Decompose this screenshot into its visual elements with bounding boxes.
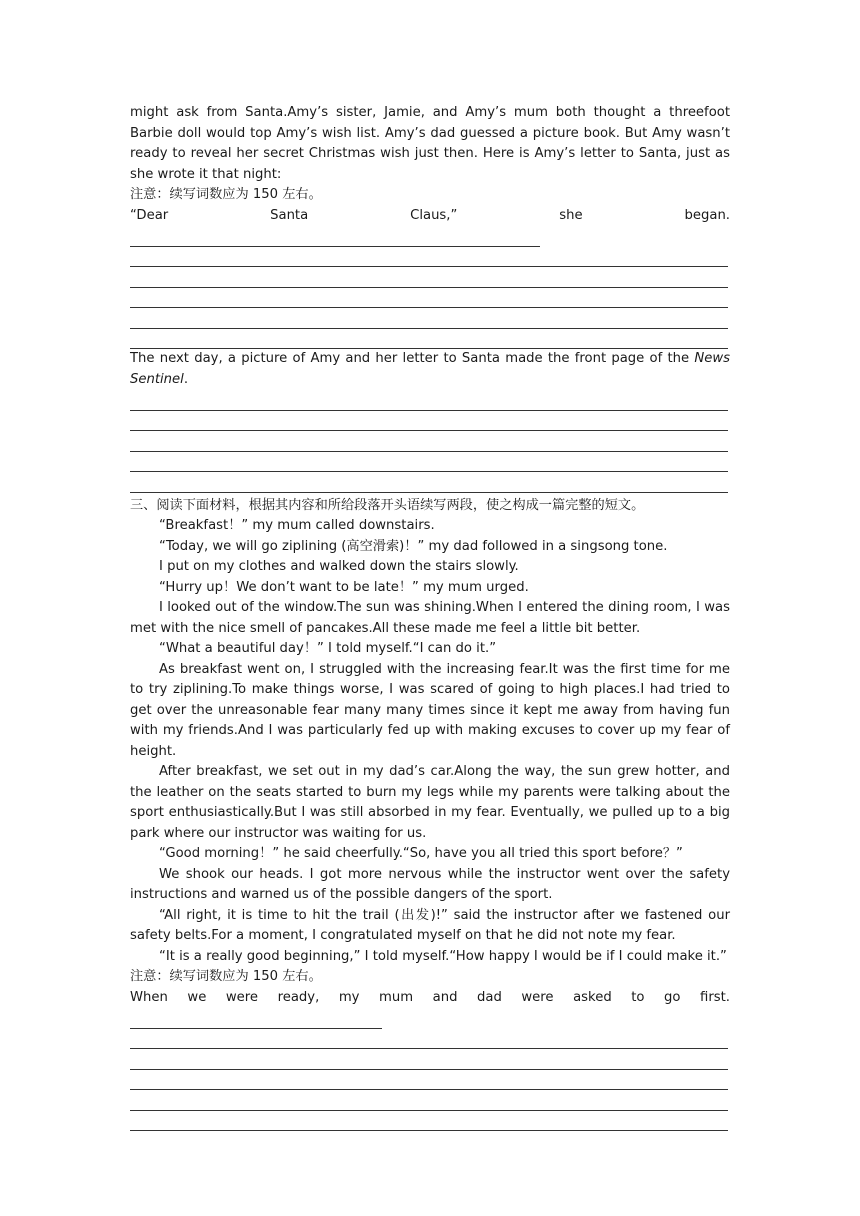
story-paragraph: After breakfast, we set out in my dad’s car.Along the way, the sun grew hotter, and the leather on the seats started to burn my legs while my parents were talking about the sport enthusiastically.But I was still absorbed in my fear. Eventually, we pulled up to a big park where our instructor was waiting for us. — [130, 764, 730, 841]
writing-line[interactable] — [130, 247, 728, 268]
writing-line[interactable] — [130, 390, 728, 411]
story-paragraph: As breakfast went on, I struggled with the increasing fear.It was the first time for me to try ziplining.To make things worse, I was scared of going to high places.I had tried to get over the unreasonable fear many many times since it kept me away from having fun with my friends.And I was particularly fed up with making excuses to cover up my fear of height. — [130, 661, 730, 759]
story-body — [130, 516, 730, 967]
writing-line[interactable] — [130, 1049, 728, 1070]
story-paragraph: I put on my clothes and walked down the stairs slowly. — [159, 559, 519, 574]
story-paragraph: “All right, it is time to hit the trail (出发)!” said the instructor after we fastened our safety belts.For a moment, I congratulated myself on that he did not note my fear. — [130, 907, 730, 943]
writing-line[interactable] — [130, 1008, 382, 1029]
writing-line[interactable] — [130, 452, 728, 473]
story-intro: might ask from Santa.Amy’s sister, Jamie, and Amy’s mum both thought a threefoot Barbie doll would top Amy’s wish list. Amy’s dad guessed a picture book. But Amy wasn’t ready to reveal her secret Christmas wish just then. Here is Amy’s letter to Santa, just as she wrote it that night: — [130, 105, 730, 182]
writing-line[interactable] — [130, 411, 728, 432]
story-paragraph: “It is a really good beginning,” I told myself.“How happy I would be if I could make it.” — [159, 948, 727, 964]
story-paragraph: “Hurry up！We don’t want to be late！” my mum urged. — [159, 579, 529, 595]
story-paragraph: “Breakfast！” my mum called downstairs. — [159, 518, 435, 533]
paragraph-opener: The next day, a picture of Amy and her letter to Santa made the front page of the News Sentinel. — [130, 351, 730, 387]
worksheet-page — [130, 103, 730, 1131]
writing-line[interactable] — [130, 1029, 728, 1050]
writing-line[interactable] — [130, 472, 728, 493]
writing-line[interactable] — [130, 1070, 728, 1091]
writing-line[interactable] — [130, 1090, 728, 1111]
writing-line[interactable] — [130, 308, 728, 329]
newspaper-name: News Sentinel — [130, 351, 730, 387]
word-count-note: 注意：续写词数应为 150 左右。 — [130, 969, 322, 984]
writing-line[interactable] — [130, 267, 728, 288]
story-paragraph: “What a beautiful day！” I told myself.“I can do it.” — [159, 641, 497, 656]
section-heading: 三、阅读下面材料，根据其内容和所给段落开头语续写两段，使之构成一篇完整的短文。 — [130, 497, 645, 513]
writing-area-2[interactable] — [130, 390, 730, 493]
paragraph-opener: “Dear Santa Claus,” she began. — [130, 207, 730, 223]
writing-area-1[interactable] — [130, 226, 730, 349]
word-count-note: 注意：续写词数应为 150 左右。 — [130, 187, 322, 202]
paragraph-opener: When we were ready, my mum and dad were asked to go first. — [130, 989, 730, 1005]
story-paragraph: “Good morning！” he said cheerfully.“So, have you all tried this sport before？” — [159, 846, 683, 861]
writing-area-3[interactable] — [130, 1008, 730, 1131]
story-paragraph: “Today, we will go ziplining (高空滑索)！” my dad followed in a singsong tone. — [159, 538, 668, 554]
writing-line[interactable] — [130, 431, 728, 452]
writing-line[interactable] — [130, 1111, 728, 1132]
writing-line[interactable] — [130, 288, 728, 309]
writing-line[interactable] — [130, 226, 540, 247]
writing-line[interactable] — [130, 329, 728, 350]
story-paragraph: We shook our heads. I got more nervous while the instructor went over the safety instructions and warned us of the possible dangers of the sport. — [130, 866, 730, 902]
story-paragraph: I looked out of the window.The sun was shining.When I entered the dining room, I was met with the nice smell of pancakes.All these made me feel a little bit better. — [130, 600, 730, 636]
